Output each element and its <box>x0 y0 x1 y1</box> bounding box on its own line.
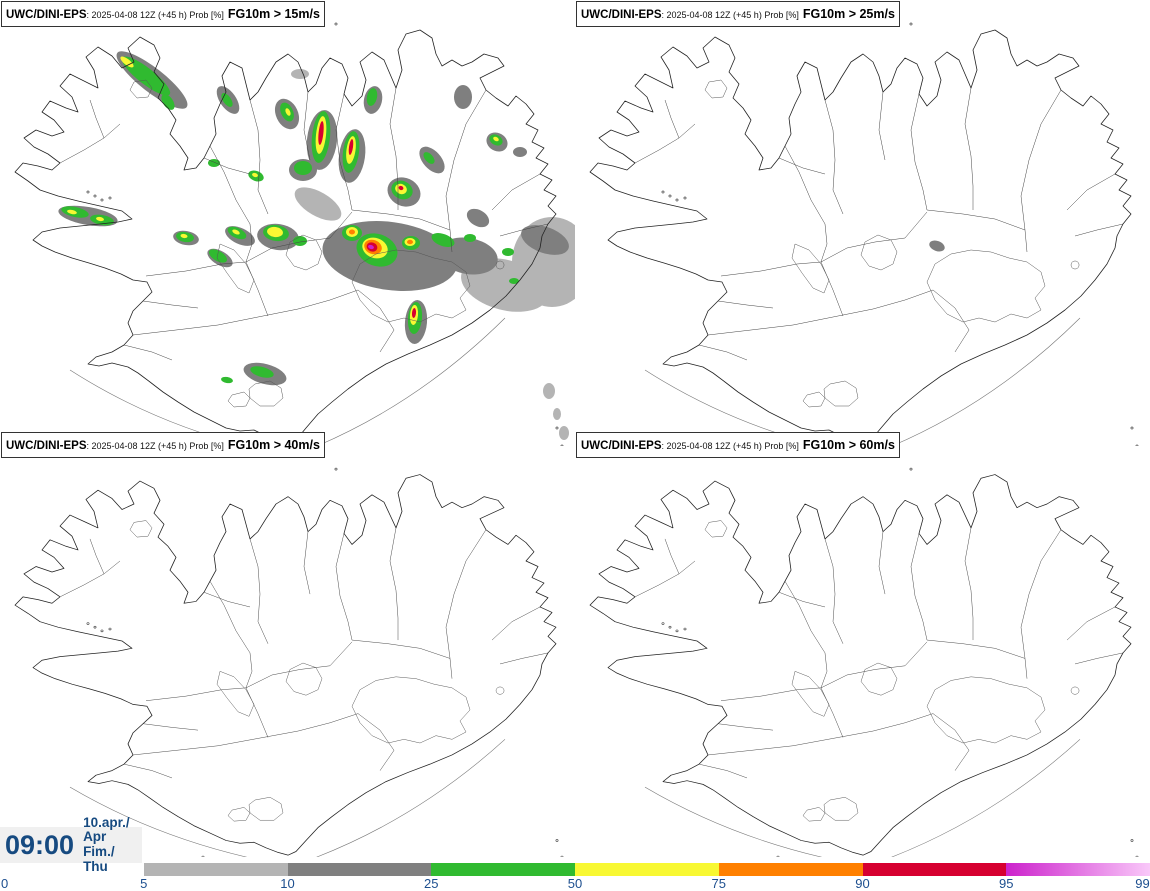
panel-title <box>576 1 900 27</box>
model-label: UWC/DINI-EPS <box>581 440 662 452</box>
iceland-map <box>0 447 575 857</box>
colorbar-segment-90-95 <box>863 863 1007 876</box>
date-line-1: 10.apr./ Apr <box>83 814 130 845</box>
panel-prob-fg10m-60ms <box>575 431 1150 877</box>
run-details: : 2025-04-08 12Z (+45 h) Prob [%] <box>86 10 224 20</box>
run-details: : 2025-04-08 12Z (+45 h) Prob [%] <box>661 441 799 451</box>
threshold-label: FG10m > 60m/s <box>802 438 895 452</box>
colorbar-segment-25-50 <box>431 863 575 876</box>
panel-title <box>1 1 325 27</box>
threshold-label: FG10m > 25m/s <box>802 7 895 21</box>
colorbar-segment-75-90 <box>719 863 863 876</box>
panel-title <box>1 432 325 458</box>
run-details: : 2025-04-08 12Z (+45 h) Prob [%] <box>661 10 799 20</box>
colorbar-tick: 99 <box>1135 876 1150 891</box>
colorbar-tick: 75 <box>711 876 726 891</box>
colorbar-tick: 5 <box>140 876 148 891</box>
colorbar-tick-labels <box>0 876 1150 891</box>
colorbar-tick: 90 <box>855 876 870 891</box>
colorbar-segment-5-10 <box>144 863 288 876</box>
iceland-map <box>0 0 575 446</box>
panel-prob-fg10m-15ms <box>0 0 575 446</box>
valid-time: 09:00 <box>5 829 75 860</box>
threshold-label: FG10m > 40m/s <box>227 438 320 452</box>
colorbar-segment-10-25 <box>288 863 432 876</box>
colorbar-tick: 95 <box>999 876 1014 891</box>
probability-colorbar <box>0 863 1150 876</box>
iceland-map <box>575 447 1150 857</box>
run-details: : 2025-04-08 12Z (+45 h) Prob [%] <box>86 441 224 451</box>
panel-title <box>576 432 900 458</box>
model-label: UWC/DINI-EPS <box>6 9 87 21</box>
colorbar-tick: 25 <box>424 876 439 891</box>
panel-prob-fg10m-25ms <box>575 0 1150 446</box>
panel-prob-fg10m-40ms <box>0 431 575 877</box>
valid-date <box>83 816 142 874</box>
colorbar-segment-95-99 <box>1006 863 1150 876</box>
model-label: UWC/DINI-EPS <box>581 9 662 21</box>
colorbar-tick: 0 <box>1 876 9 891</box>
iceland-map <box>575 0 1150 446</box>
colorbar-tick: 50 <box>567 876 583 891</box>
colorbar-segment-50-75 <box>575 863 719 876</box>
date-line-2: Fim./ Thu <box>83 844 115 874</box>
model-label: UWC/DINI-EPS <box>6 440 87 452</box>
colorbar-tick: 10 <box>280 876 295 891</box>
threshold-label: FG10m > 15m/s <box>227 7 320 21</box>
time-date-box <box>0 814 142 874</box>
